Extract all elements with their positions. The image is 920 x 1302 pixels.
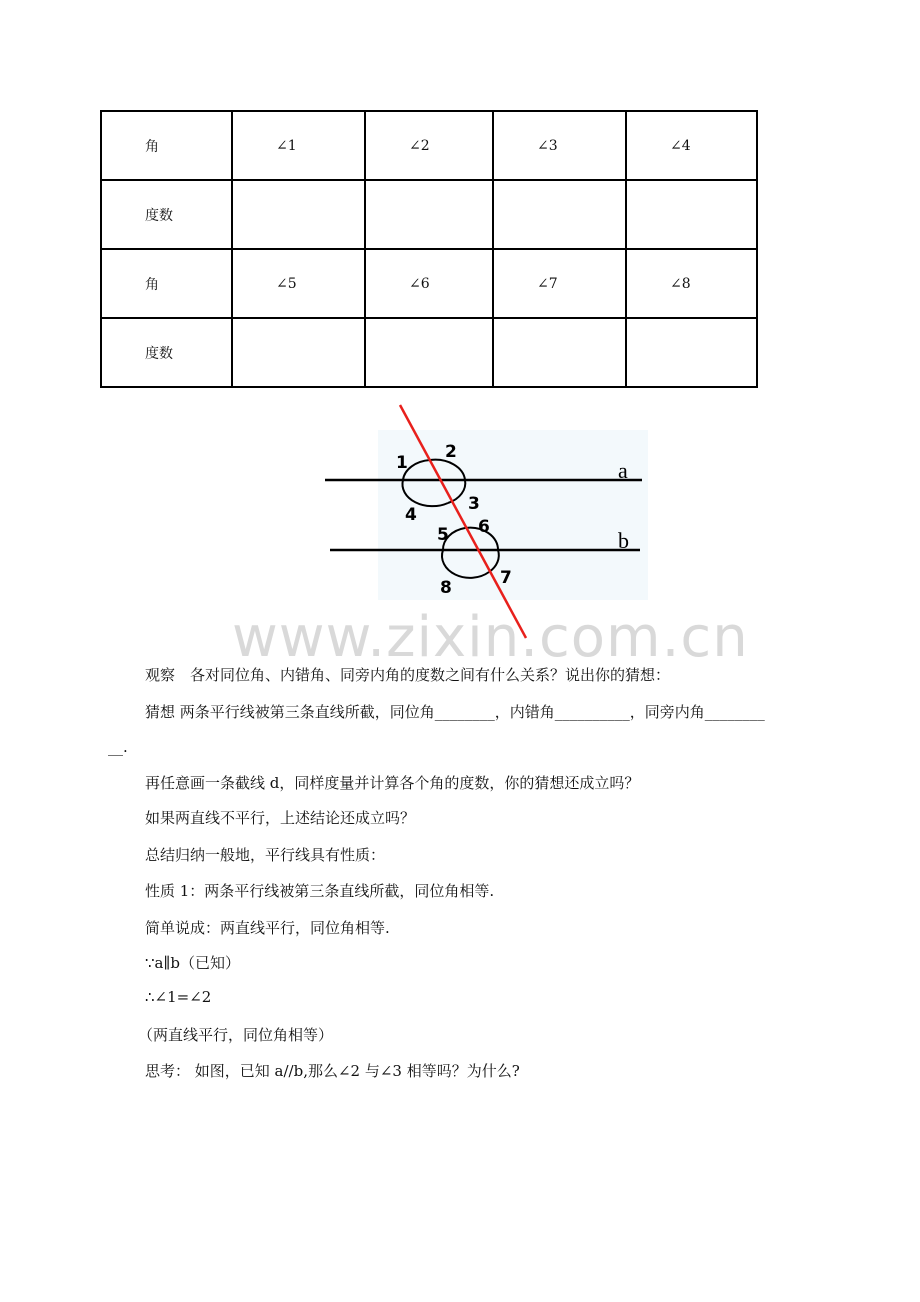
- table-cell: ∠6: [365, 249, 493, 318]
- watermark: www.zixin.com.cn: [232, 605, 749, 670]
- table-cell-empty: [232, 180, 365, 249]
- table-cell: ∠5: [232, 249, 365, 318]
- table-cell: ∠3: [493, 111, 626, 180]
- table-cell: ∠7: [493, 249, 626, 318]
- because-line: ∵a∥b（已知）: [145, 954, 241, 972]
- table-cell: 角: [101, 111, 232, 180]
- think-question: 思考： 如图，已知 a//b,那么∠2 与∠3 相等吗？为什么?: [145, 1062, 520, 1080]
- angle-label-3: 3: [468, 494, 480, 514]
- line-b-label: b: [618, 528, 629, 553]
- table-cell: 度数: [101, 180, 232, 249]
- table-cell-empty: [493, 318, 626, 387]
- table-cell-empty: [626, 318, 757, 387]
- guess-paragraph: 猜想 两条平行线被第三条直线所截，同位角________，内错角__________，同旁内角________: [145, 703, 765, 721]
- simple-statement: 简单说成：两直线平行，同位角相等.: [145, 919, 390, 937]
- table-cell: ∠2: [365, 111, 493, 180]
- reason-line: （两直线平行，同位角相等）: [138, 1026, 334, 1044]
- angle-table: [100, 110, 758, 388]
- table-cell: ∠1: [232, 111, 365, 180]
- property1-paragraph: 性质 1：两条平行线被第三条直线所截，同位角相等.: [145, 882, 495, 900]
- table-row: [101, 249, 757, 318]
- observe-paragraph: 观察 各对同位角、内错角、同旁内角的度数之间有什么关系？说出你的猜想：: [145, 666, 671, 684]
- table-row: [101, 180, 757, 249]
- table-cell-empty: [626, 180, 757, 249]
- table-cell-empty: [365, 180, 493, 249]
- table-cell: 度数: [101, 318, 232, 387]
- table-cell: ∠8: [626, 249, 757, 318]
- angle-label-8: 8: [440, 578, 452, 598]
- table-row: [101, 318, 757, 387]
- angle-label-1: 1: [396, 453, 408, 473]
- table-cell-empty: [493, 180, 626, 249]
- summary-paragraph: 总结归纳一般地，平行线具有性质：: [145, 846, 386, 864]
- diagram-background: [378, 430, 648, 600]
- angle-label-2: 2: [445, 442, 457, 462]
- therefore-line: ∴∠1=∠2: [145, 988, 212, 1006]
- angle-label-6: 6: [478, 517, 490, 537]
- angle-label-5: 5: [437, 525, 449, 545]
- angle-label-7: 7: [500, 568, 512, 588]
- table-cell: ∠4: [626, 111, 757, 180]
- table-cell: 角: [101, 249, 232, 318]
- line-a-label: a: [618, 458, 628, 483]
- table-cell-empty: [365, 318, 493, 387]
- guess-paragraph-tail: __.: [108, 738, 128, 756]
- table-row: [101, 111, 757, 180]
- angle-label-4: 4: [405, 505, 417, 525]
- table-cell-empty: [232, 318, 365, 387]
- not-parallel-paragraph: 如果两直线不平行，上述结论还成立吗？: [145, 809, 416, 827]
- redraw-paragraph: 再任意画一条截线 d，同样度量并计算各个角的度数，你的猜想还成立吗？: [145, 774, 640, 792]
